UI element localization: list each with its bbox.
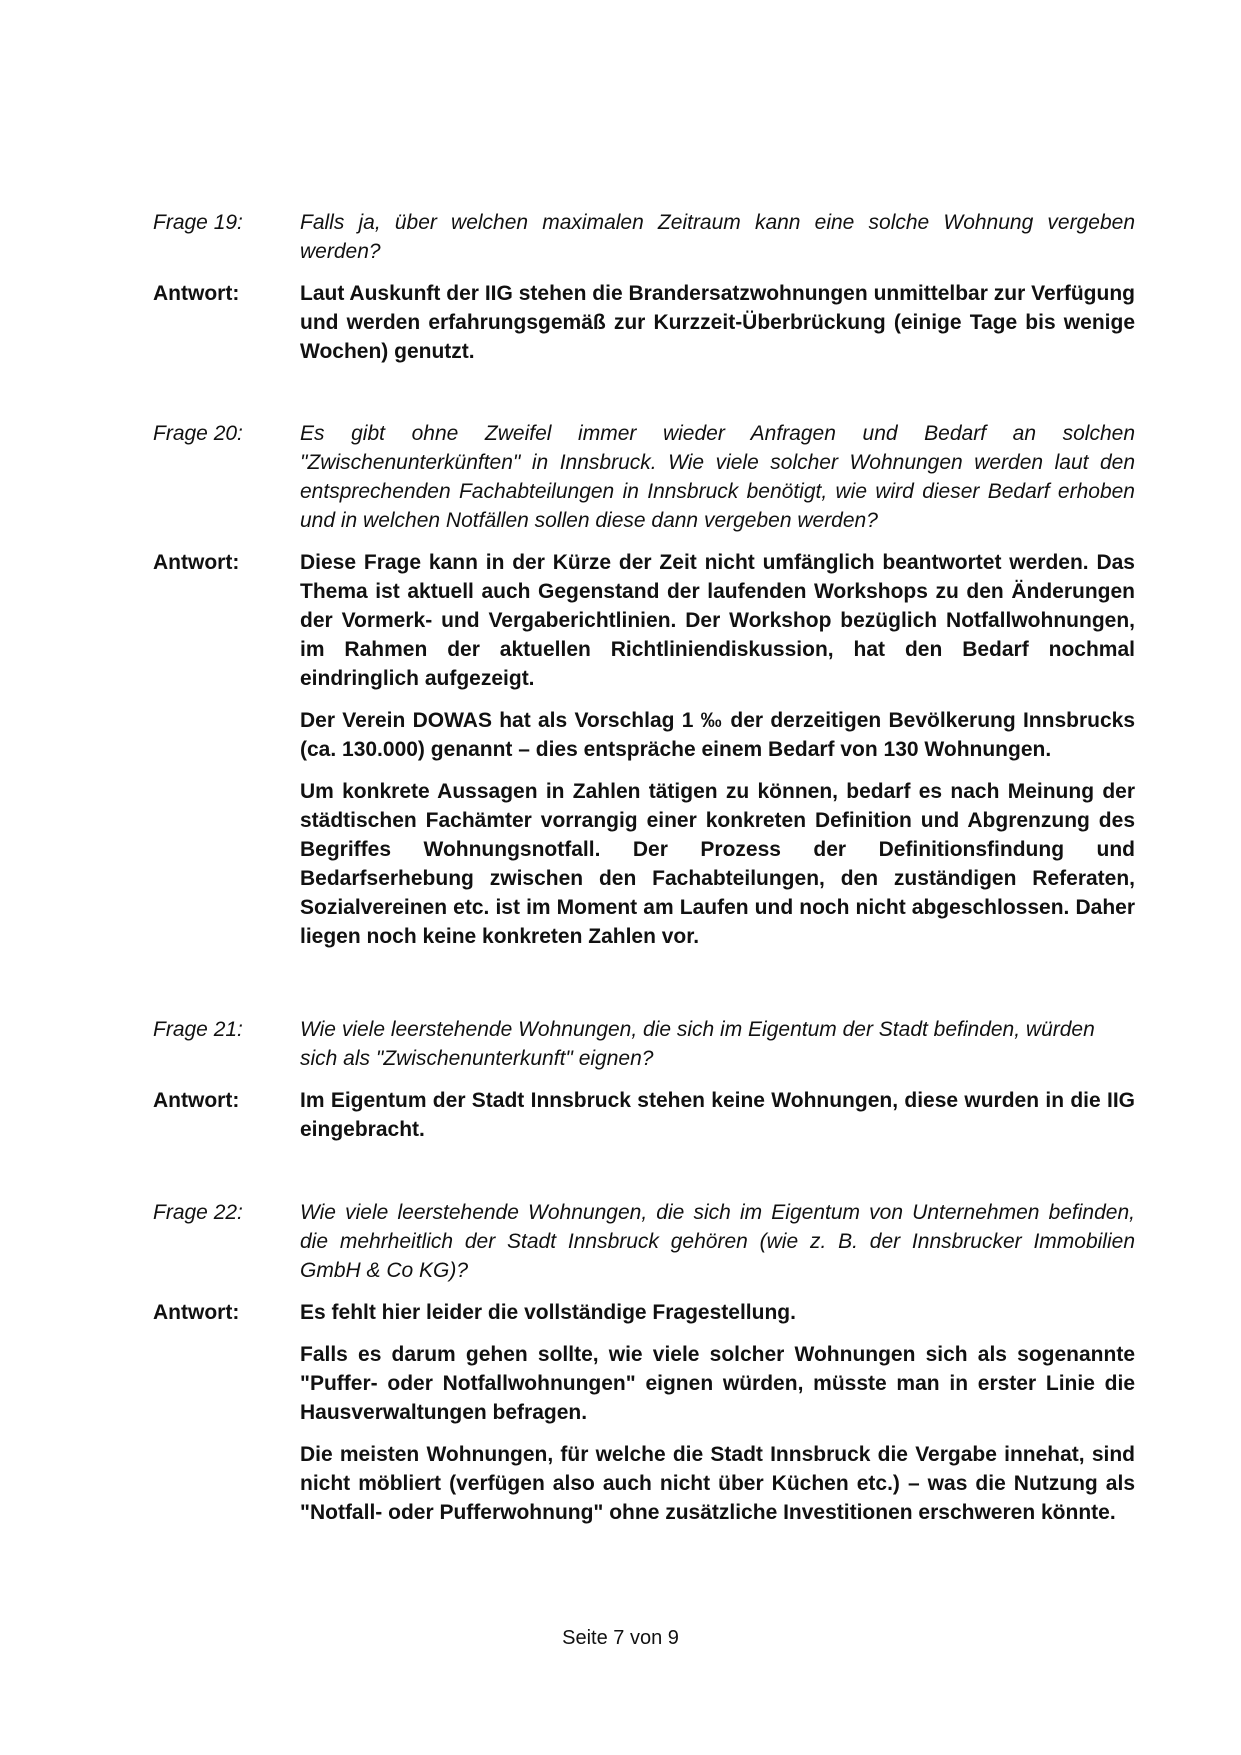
question-text: Wie viele leerstehende Wohnungen, die sich im Eigentum der Stadt befinden, würden sich als "Zwischenunterkunft" eignen? [300, 1018, 1095, 1070]
answer-text [300, 1298, 1135, 1527]
answer-text [300, 548, 1135, 951]
question-row [153, 1015, 1135, 1073]
page-number: Seite 7 von 9 [562, 1627, 679, 1649]
answer-label: Antwort: [153, 1089, 240, 1112]
question-text: Es gibt ohne Zweifel immer wieder Anfragen und Bedarf an solchen "Zwischenunterkünften" in Innsbruck. Wie viele solcher Wohnungen werden laut den entsprechenden Fachabteilungen in Innsbruck benötigt, wie wird dieser Bedarf erhoben und in welchen Notfällen sollen diese dann vergeben werden? [300, 422, 1135, 532]
qa-block-20 [153, 419, 1135, 951]
answer-row [153, 1298, 1135, 1527]
question-row [153, 419, 1135, 535]
answer-paragraph: Laut Auskunft der IIG stehen die Brandersatzwohnungen unmittelbar zur Verfügung und werden erfahrungsgemäß zur Kurzzeit-Überbrückung (einige Tage bis wenige Wochen) genutzt. [300, 282, 1135, 363]
answer-paragraph: Falls es darum gehen sollte, wie viele solcher Wohnungen sich als sogenannte "Puffer- oder Notfallwohnungen" eignen würden, müsste man in erster Linie die Hausverwaltungen befragen. [300, 1343, 1135, 1424]
answer-text [300, 279, 1135, 366]
answer-paragraph: Diese Frage kann in der Kürze der Zeit nicht umfänglich beantwortet werden. Das Thema ist aktuell auch Gegenstand der laufenden Workshops zu den Änderungen der Vormerk- und Vergaberichtlinien. Der Workshop bezüglich Notfallwohnungen, im Rahmen der aktuellen Richtliniendiskussion, hat den Bedarf nochmal eindringlich aufgezeigt. [300, 551, 1135, 690]
question-text: Falls ja, über welchen maximalen Zeitraum kann eine solche Wohnung vergeben werden? [300, 211, 1135, 263]
question-label: Frage 19: [153, 211, 243, 234]
question-label: Frage 22: [153, 1201, 243, 1224]
answer-row [153, 1086, 1135, 1144]
question-row [153, 208, 1135, 266]
answer-paragraph: Die meisten Wohnungen, für welche die Stadt Innsbruck die Vergabe innehat, sind nicht möbliert (verfügen also auch nicht über Küchen etc.) – was die Nutzung als "Notfall- oder Pufferwohnung" ohne zusätzliche Investitionen erschweren könnte. [300, 1443, 1135, 1524]
qa-block-21 [153, 1015, 1135, 1144]
answer-label: Antwort: [153, 551, 240, 574]
question-row [153, 1198, 1135, 1285]
answer-paragraph: Im Eigentum der Stadt Innsbruck stehen keine Wohnungen, diese wurden in die IIG eingebracht. [300, 1089, 1135, 1141]
question-label: Frage 21: [153, 1018, 243, 1041]
answer-paragraph: Es fehlt hier leider die vollständige Fragestellung. [300, 1301, 796, 1324]
question-text: Wie viele leerstehende Wohnungen, die sich im Eigentum von Unternehmen befinden, die mehrheitlich der Stadt Innsbruck gehören (wie z. B. der Innsbrucker Immobilien GmbH & Co KG)? [300, 1201, 1135, 1282]
qa-block-19 [153, 208, 1135, 366]
answer-row [153, 548, 1135, 951]
answer-paragraph: Um konkrete Aussagen in Zahlen tätigen zu können, bedarf es nach Meinung der städtischen Fachämter vorrangig einer konkreten Definition und Abgrenzung des Begriffes Wohnungsnotfall. Der Prozess der Definitionsfindung und Bedarfserhebung zwischen den Fachabteilungen, den zuständigen Referaten, Sozialvereinen etc. ist im Moment am Laufen und noch nicht abgeschlossen. Daher liegen noch keine konkreten Zahlen vor. [300, 780, 1135, 948]
answer-label: Antwort: [153, 282, 240, 305]
question-label: Frage 20: [153, 422, 243, 445]
answer-label: Antwort: [153, 1301, 240, 1324]
answer-paragraph: Der Verein DOWAS hat als Vorschlag 1 ‰ der derzeitigen Bevölkerung Innsbrucks (ca. 130.000) genannt – dies entspräche einem Bedarf von 130 Wohnungen. [300, 709, 1135, 761]
answer-row [153, 279, 1135, 366]
qa-block-22 [153, 1198, 1135, 1527]
answer-text [300, 1086, 1135, 1144]
